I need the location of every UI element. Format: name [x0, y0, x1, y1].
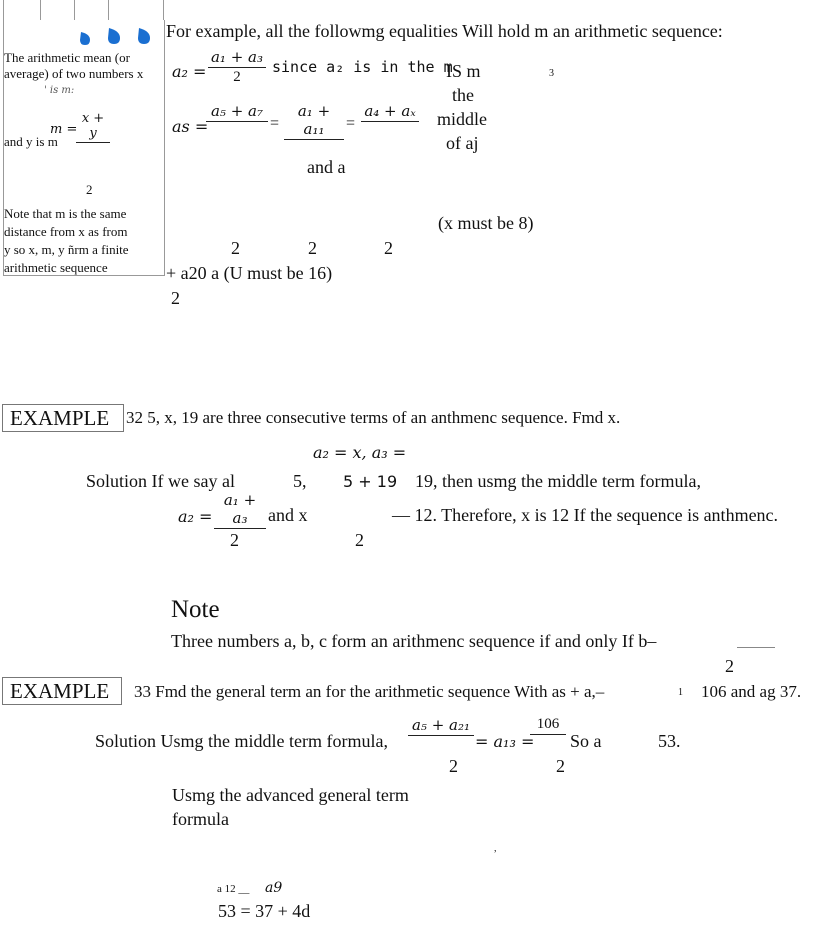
eq1-tail: since a₂ is in the m — [272, 58, 453, 76]
sidebar-note: y so x, m, y ñrm a finite — [4, 242, 129, 257]
advanced-formula-text: formula — [172, 809, 229, 829]
ex33-equation-middle: = a₁₃ = — [475, 732, 535, 751]
fraction-numerator: a₁ + a₁₁ — [297, 102, 331, 138]
note-title: Note — [171, 596, 220, 623]
sidebar-note: distance from x as from — [4, 224, 128, 239]
eq1-lhs: a₂ = — [172, 62, 207, 81]
ex32-and-x: and x — [268, 505, 308, 525]
sidebar-text: and y is m — [4, 134, 58, 149]
denominator-2: 2 — [449, 756, 458, 776]
denominator-2: 2 — [308, 238, 317, 258]
denominator-2: 2 — [556, 756, 565, 776]
stray-mark: 3 — [549, 68, 554, 79]
fraction-numerator: a₅ + a₂₁ — [411, 716, 471, 734]
fraction-bar — [214, 528, 266, 529]
ex33-solution: Solution Usmg the middle term formula, — [95, 731, 388, 751]
right-col-text: IS m — [446, 61, 481, 81]
fraction-numerator: a₄ + aₓ — [364, 102, 416, 120]
right-col-text: middle — [437, 109, 487, 129]
advanced-formula-text: Usmg the advanced general term — [172, 785, 409, 805]
a9-label: a9 — [265, 880, 283, 896]
grid-line — [3, 0, 4, 20]
eq2-fraction-1 — [206, 102, 268, 123]
ex32-result: — 12. Therefore, x is 12 If the sequence is anthmenc. — [392, 505, 779, 525]
grid-line — [74, 0, 75, 20]
note-denominator: 2 — [725, 656, 734, 676]
intro-text: For example, all the followmg equalities Will hold m an arithmetic sequence: — [166, 21, 723, 41]
sidebar-note: arithmetic sequence — [4, 260, 108, 275]
eq1-fraction — [208, 48, 266, 86]
denominator-2: 2 — [230, 530, 239, 550]
a12-label: a 12 __ — [217, 883, 250, 895]
fraction-numerator: x + y — [81, 111, 105, 141]
ex32-lhs: a₂ = — [178, 507, 213, 526]
a20-text: + a20 a (U must be 16) — [166, 263, 333, 283]
grid-line — [40, 0, 41, 20]
equals-sign: = — [346, 115, 356, 132]
eq2-lhs: as = — [172, 117, 209, 136]
note-text: Three numbers a, b, c form an arithmenc sequence if and only If b– — [171, 631, 657, 651]
fraction-numerator: a₁ + a₃ — [223, 491, 257, 527]
ex33-value: 53. — [658, 731, 681, 751]
eq2-fraction-3 — [361, 102, 419, 123]
sidebar-text: ' is m: — [44, 85, 75, 96]
equals-sign: = — [270, 115, 280, 132]
x-must-text: (x must be 8) — [438, 213, 534, 233]
ex33-so-a: So a — [570, 731, 602, 751]
sidebar-text: 2 — [86, 182, 93, 197]
fraction-numerator: a₁ + a₃ — [210, 48, 264, 66]
ex33-small-mark: 1 — [678, 687, 683, 698]
ex32-numerator: 5 + 19 — [343, 472, 398, 491]
grid-line — [108, 0, 109, 20]
right-col-text: the — [452, 85, 474, 105]
final-equation: 53 = 37 + 4d — [218, 901, 311, 921]
fraction-denominator: 2 — [233, 69, 241, 85]
fraction-bar — [206, 121, 268, 122]
right-col-text: of aj — [446, 133, 479, 153]
ex33-fraction-1 — [408, 716, 474, 737]
fraction-bar — [208, 67, 266, 68]
sidebar-note: Note that m is the same — [4, 206, 127, 221]
example-32-text: 32 5, x, 19 are three consecutive terms of an anthmenc sequence. Fmd x. — [126, 408, 621, 427]
denominator-2: 2 — [355, 530, 364, 550]
grid-line — [163, 0, 164, 20]
eq2-fraction-2 — [284, 102, 344, 141]
ex32-solution: 5, — [293, 471, 307, 491]
example-label: EXAMPLE — [10, 406, 110, 430]
ex32-equation-top: a₂ = x, a₃ = — [313, 443, 407, 462]
ex33-fraction-2 — [530, 716, 566, 736]
fraction-bar — [530, 734, 566, 735]
stray-mark: , — [494, 843, 497, 854]
ex32-solution: 19, then usmg the middle term formula, — [415, 471, 701, 491]
denominator-2: 2 — [171, 288, 180, 308]
mean-formula-fraction — [76, 111, 110, 144]
ex32-solution: Solution If we say al — [86, 471, 235, 491]
fraction-numerator: 106 — [536, 716, 560, 732]
example-33-text: 106 and ag 37. — [701, 682, 802, 701]
note-fraction-bar — [737, 647, 775, 648]
denominator-2: 2 — [384, 238, 393, 258]
fraction-numerator: a₅ + a₇ — [210, 102, 264, 120]
example-33-text: 33 Fmd the general term an for the arithmetic sequence With as + a,– — [134, 682, 605, 701]
sidebar-text: average) of two numbers x — [4, 66, 144, 81]
fraction-bar — [76, 142, 110, 143]
example-label: EXAMPLE — [10, 679, 110, 703]
denominator-2: 2 — [231, 238, 240, 258]
mean-formula-lhs: m = — [50, 122, 78, 137]
sidebar-text: The arithmetic mean (or — [4, 50, 130, 65]
ex32-fraction — [214, 491, 266, 530]
and-a-text: and a — [307, 157, 346, 177]
fraction-bar — [408, 735, 474, 736]
fraction-bar — [284, 139, 344, 140]
fraction-bar — [361, 121, 419, 122]
